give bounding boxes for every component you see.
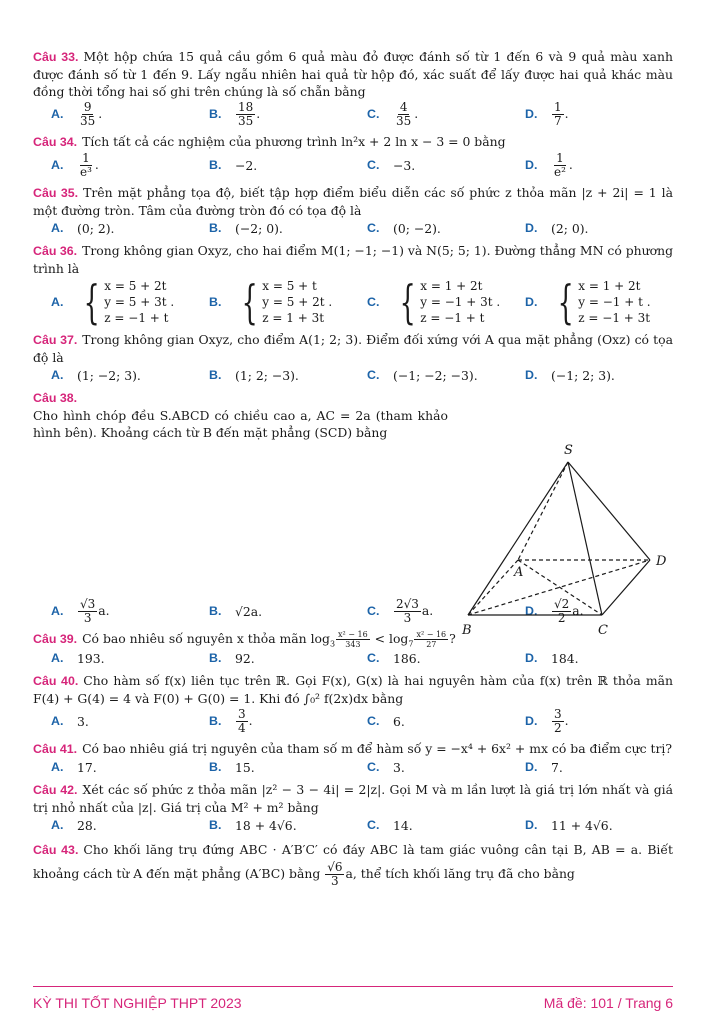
option-d[interactable]: D. $\frac{√2}{2}$ a. [525,597,584,625]
footer-page-info: Mã đề: 101 / Trang 6 [543,995,673,1011]
brace-symbol: { [241,275,258,329]
vertex-label-c: C [598,623,608,638]
option-a[interactable]: A. 3. [51,714,89,729]
option-c[interactable]: C. (−1; −2; −3). [367,368,478,383]
question-40 [33,672,673,735]
option-a[interactable]: A. 17. [51,760,97,775]
question-label: Câu 36. [33,244,78,258]
vertex-label-s: S [564,443,573,458]
option-d[interactable]: D. (2; 0). [525,221,589,236]
question-label: Câu 39. [33,632,78,646]
edge-sa [518,462,568,560]
options-row [33,650,673,667]
question-43: Câu 43. Cho khối lăng trụ đứng ABC · A′B′C′ có đáy ABC là tam giác vuông cân tại B, AB = a. Biết khoảng cách từ A đến mặt phẳng (A′BC) bằng $\frac{√6}{3}$ a, thể tích khối lăng trụ đã cho bằng [33,842,673,888]
question-36 [33,242,673,329]
option-b[interactable]: B. 92. [209,651,255,666]
pyramid-figure [430,388,670,648]
option-d[interactable]: D. $\frac{1}{\text{e²}}$ . [525,151,573,179]
question-label: Câu 38. [33,391,78,405]
option-a[interactable]: A. $\frac{√3}{3}$ a. [51,597,110,625]
question-label: Câu 41. [33,742,78,756]
option-c[interactable]: C. 186. [367,651,421,666]
question-35 [33,184,673,237]
edge-sd [568,462,650,560]
question-label: Câu 33. [33,50,79,64]
option-b[interactable]: B. 18 + 4√6. [209,818,297,833]
vertex-label-d: D [656,554,667,569]
option-c[interactable]: C. { x = 1 + 2t y = −1 + 3t . z = −1 + t [367,275,501,329]
option-a[interactable]: A. $\frac{9}{35}$ . [51,100,103,128]
option-a[interactable]: A. (0; 2). [51,221,115,236]
question-42 [33,781,673,834]
option-c[interactable]: C. (0; −2). [367,221,441,236]
question-text: Tích tất cả các nghiệm của phương trình ln²x + 2 ln x − 3 = 0 bằng [82,134,506,149]
option-d[interactable]: D. 184. [525,651,579,666]
brace-symbol: { [399,275,416,329]
option-d[interactable]: D. 11 + 4√6. [525,818,613,833]
question-text: Trong không gian Oxyz, cho điểm A(1; 2; 3). Điểm đối xứng với A qua mặt phẳng (Oxz) có tọa độ là [33,332,673,365]
question-text: Trong không gian Oxyz, cho hai điểm M(1; −1; −1) và N(5; 5; 1). Đường thẳng MN có phương trình là [33,243,673,276]
options-row [33,817,673,834]
footer-exam-title: KỲ THI TỐT NGHIỆP THPT 2023 [33,995,242,1011]
option-b[interactable]: B. (−2; 0). [209,221,283,236]
option-b[interactable]: B. (1; 2; −3). [209,368,299,383]
vertex-label-a: A [514,565,524,580]
option-d[interactable]: D. $\frac{1}{7}$ . [525,100,569,128]
brace-symbol: { [83,275,100,329]
option-c[interactable]: C. 6. [367,714,405,729]
option-b[interactable]: B. 15. [209,760,255,775]
options-row [33,220,673,237]
option-a[interactable]: A. { x = 5 + 2t y = 5 + 3t . z = −1 + t [51,275,175,329]
option-a[interactable]: A. 28. [51,818,97,833]
question-label: Câu 35. [33,186,79,200]
options-row [33,367,673,384]
option-a[interactable]: A. $\frac{1}{\text{e³}}$ . [51,151,99,179]
question-label: Câu 34. [33,135,78,149]
option-a[interactable]: A. (1; −2; 3). [51,368,141,383]
question-text: Xét các số phức z thỏa mãn |z² − 3 − 4i| = 2|z|. Gọi M và m lần lượt là giá trị lớn nhất và giá trị nhỏ nhất của |z|. Giá trị của M² + m² bằng [33,782,674,815]
edge-sc [568,462,602,615]
options-row [33,275,673,329]
option-d[interactable]: D. $\frac{3}{2}$ . [525,707,569,735]
question-37 [33,331,673,384]
option-d[interactable]: D. { x = 1 + 2t y = −1 + t . z = −1 + 3t [525,275,651,329]
edge-ab [468,560,518,615]
option-d[interactable]: D. (−1; 2; 3). [525,368,615,383]
option-b[interactable]: B. −2. [209,158,258,173]
options-row [33,101,673,128]
question-text: Có bao nhiêu giá trị nguyên của tham số m để hàm số y = −x⁴ + 6x² + mx có ba điểm cực trị? [82,741,673,756]
options-row [33,152,673,179]
option-c[interactable]: C. 14. [367,818,413,833]
question-41 [33,740,673,776]
question-33 [33,48,673,128]
option-c[interactable]: C. −3. [367,158,416,173]
option-b[interactable]: B. $\frac{18}{35}$ . [209,100,261,128]
vertex-label-b: B [462,623,472,638]
question-text: Cho hình chóp đều S.ABCD có chiều cao a, AC = 2a (tham khảo hình bên). Khoảng cách từ B đến mặt phẳng (SCD) bằng [33,408,448,440]
option-b[interactable]: B. √2a. [209,604,263,619]
option-c[interactable]: C. $\frac{2√3}{3}$ a. [367,597,434,625]
option-b[interactable]: B. { x = 5 + t y = 5 + 2t . z = 1 + 3t [209,275,333,329]
option-b[interactable]: B. $\frac{3}{4}$ . [209,707,253,735]
page-footer [33,986,673,1011]
option-a[interactable]: A. 193. [51,651,105,666]
edge-cd [602,560,650,615]
option-d[interactable]: D. 7. [525,760,563,775]
edge-sb [468,462,568,615]
option-c[interactable]: C. 3. [367,760,405,775]
options-row [33,708,673,735]
options-row [33,759,673,776]
question-text: Một hộp chứa 15 quả cầu gồm 6 quả màu đỏ được đánh số từ 1 đến 6 và 9 quả màu xanh được đánh số từ 1 đến 9. Lấy ngẫu nhiên hai quả từ hộp đó, xác suất để lấy được hai quả khác màu đồng thời tổng hai số ghi trên chúng là số chẵn bằng [33,49,674,99]
question-text: Trên mặt phẳng tọa độ, biết tập hợp điểm biểu diễn các số phức z thỏa mãn |z + 2i| = 1 là một đường tròn. Tâm của đường tròn đó có tọa độ là [33,185,673,218]
brace-symbol: { [557,275,574,329]
question-39: Câu 39. Có bao nhiêu số nguyên x thỏa mãn $\log_3$ $\frac{\text{x² − 16}}{343}$ < $\log_7$ $\frac{\text{x² − 16}}{27}$ ? A. 193. B. 92. C. 186. D. 184. [33,630,673,667]
diag-ac [518,560,602,615]
question-label: Câu 43. [33,843,79,857]
question-label: Câu 37. [33,333,78,347]
question-34 [33,133,673,179]
option-c[interactable]: C. $\frac{4}{35}$ . [367,100,419,128]
question-text: Cho hàm số f(x) liên tục trên ℝ. Gọi F(x), G(x) là hai nguyên hàm của f(x) trên ℝ thỏa mãn F(4) + G(4) = 4 và F(0) + G(0) = 1. Khi đó ∫₀² f(2x)dx bằng [33,673,673,706]
question-label: Câu 40. [33,674,79,688]
question-label: Câu 42. [33,783,78,797]
